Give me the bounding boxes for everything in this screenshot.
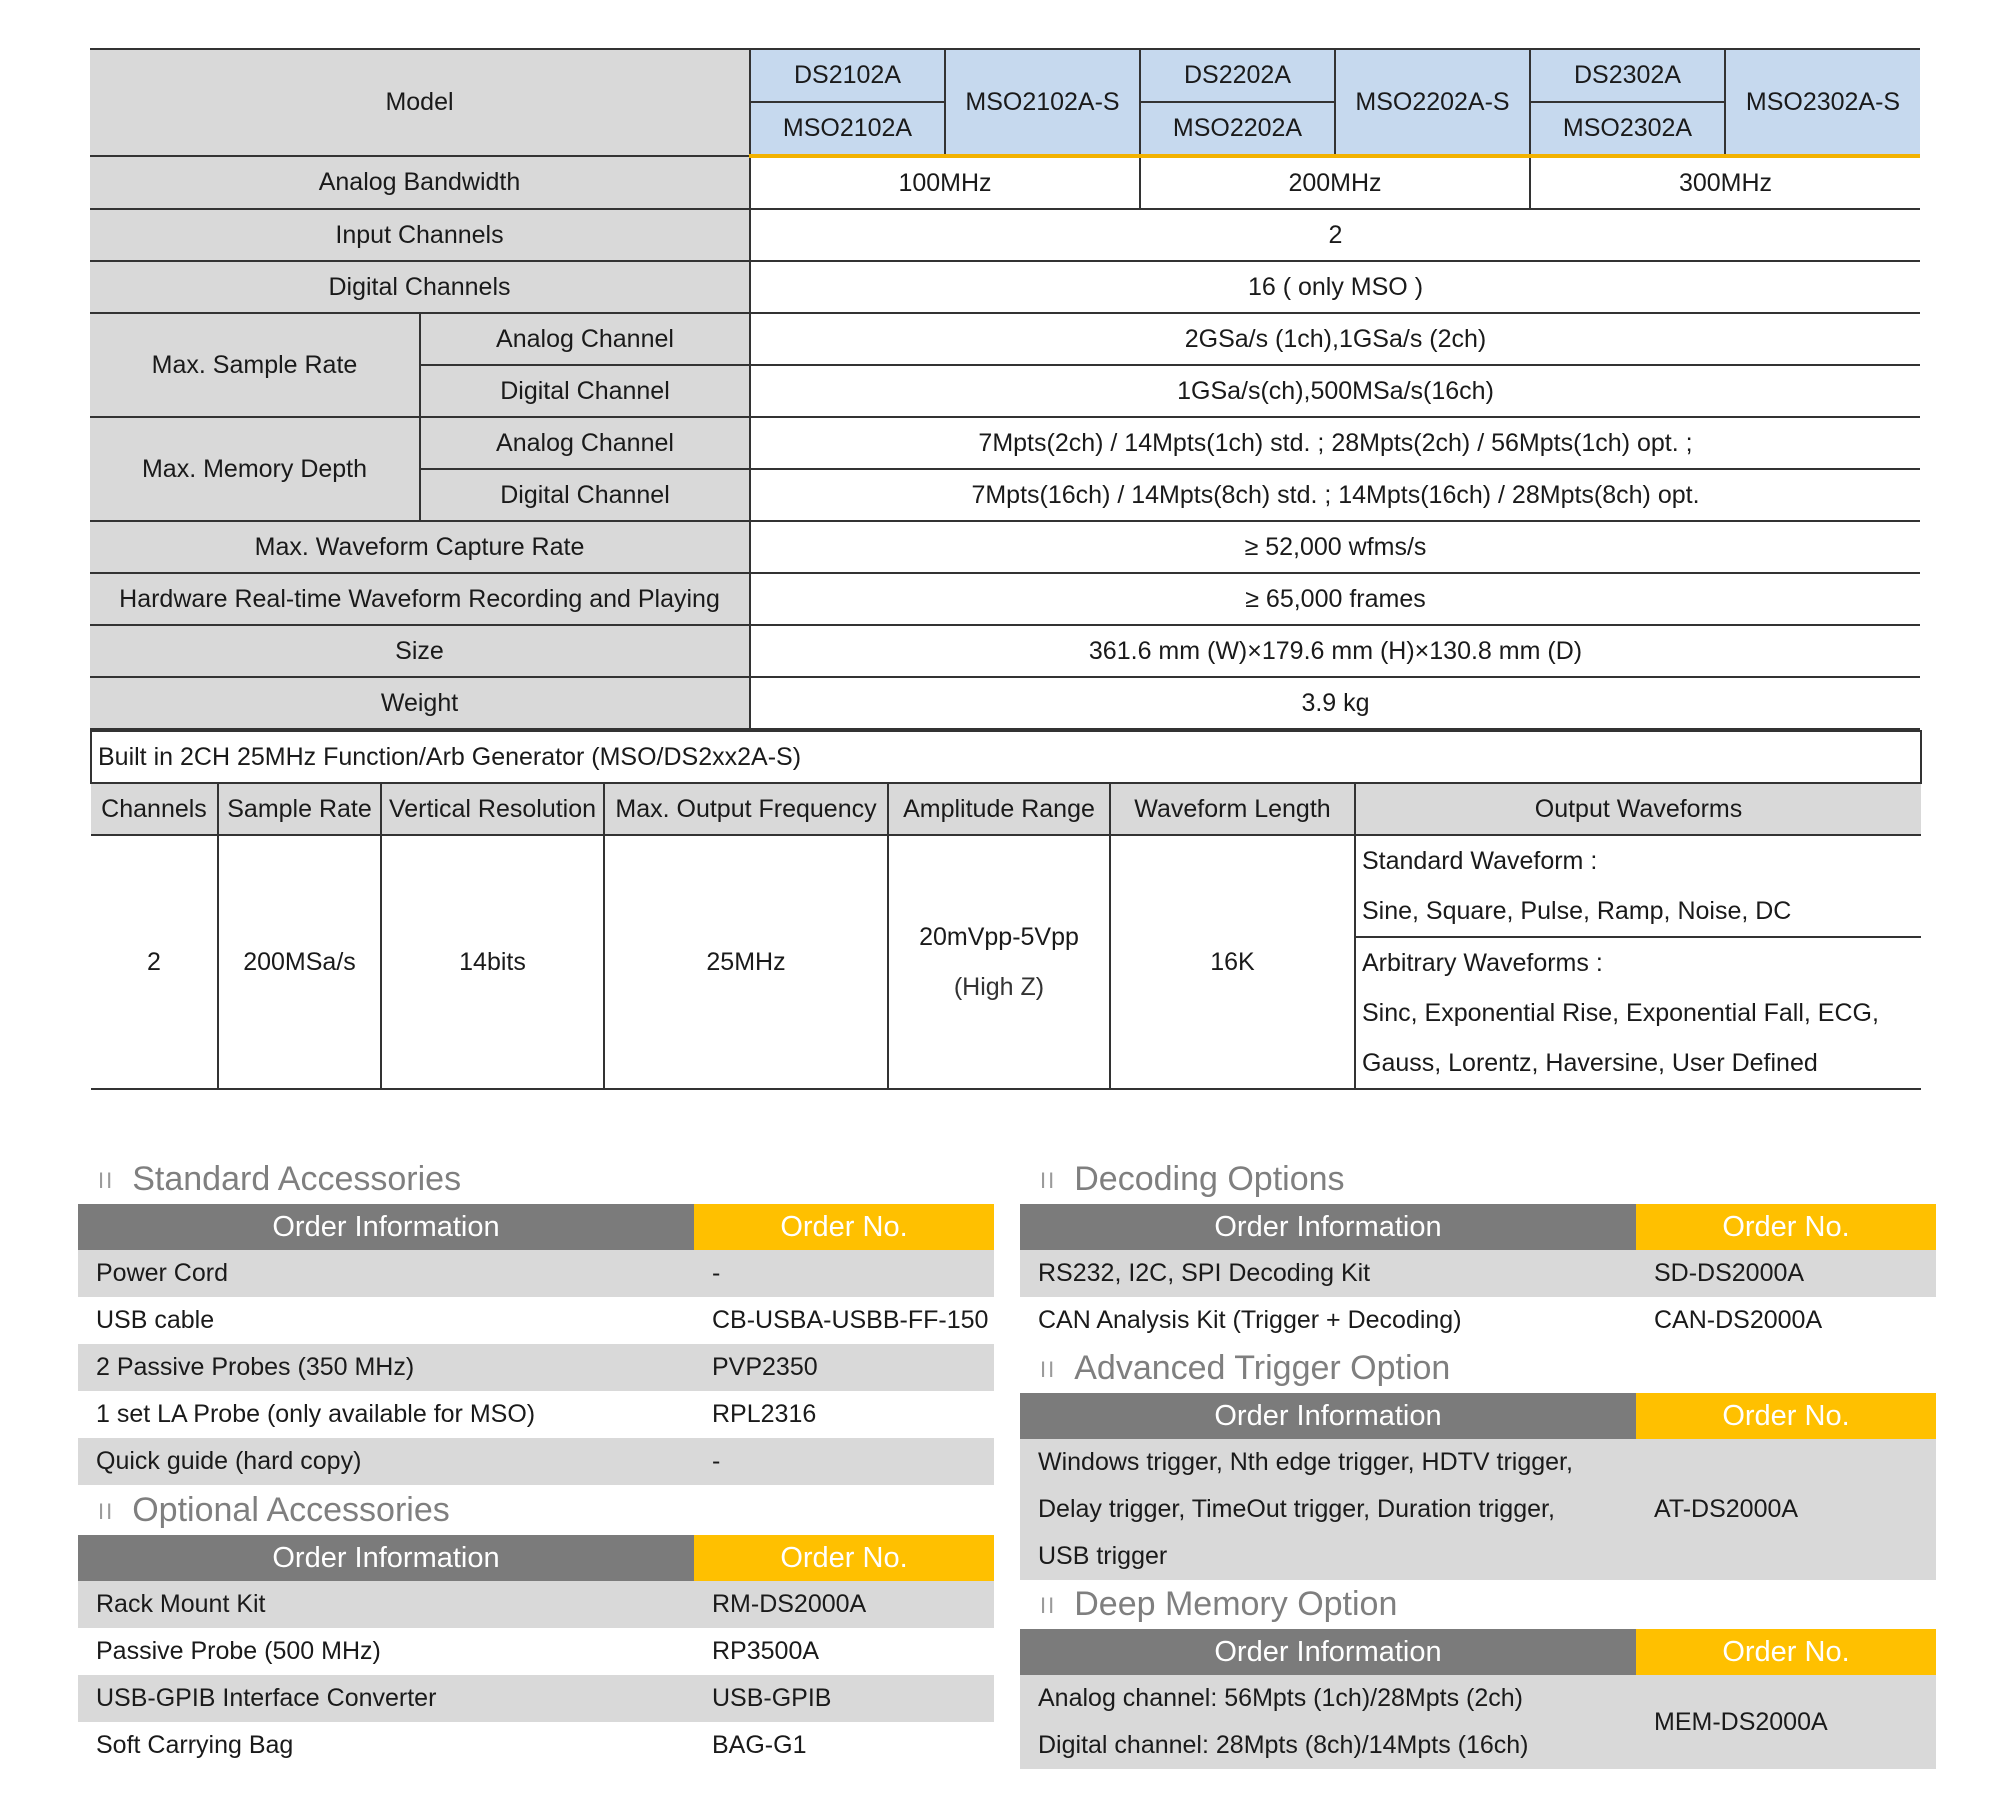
order-no-cell: RPL2316 — [694, 1391, 994, 1438]
order-no-header: Order No. — [694, 1535, 994, 1581]
model-ds2302a: DS2302A — [1530, 49, 1725, 102]
order-info-cell: CAN Analysis Kit (Trigger + Decoding) — [1020, 1297, 1636, 1344]
generator-title: Built in 2CH 25MHz Function/Arb Generator (MSO/DS2xx2A-S) — [91, 731, 1921, 783]
digital-channels-value: 16 ( only MSO ) — [750, 261, 1920, 313]
gen-channels-value: 2 — [91, 835, 218, 1089]
weight-value: 3.9 kg — [750, 677, 1920, 729]
advanced-trigger-line: Delay trigger, TimeOut trigger, Duration trigger, — [1038, 1495, 1555, 1523]
advanced-trigger-table — [1020, 1393, 1936, 1580]
digital-channels-label: Digital Channels — [90, 261, 750, 313]
deep-memory-order-no: MEM-DS2000A — [1636, 1675, 1936, 1769]
gen-vertical-resolution-value: 14bits — [381, 835, 604, 1089]
gen-header-amplitude-range: Amplitude Range — [888, 783, 1110, 835]
order-no-cell: CAN-DS2000A — [1636, 1297, 1936, 1344]
input-channels-label: Input Channels — [90, 209, 750, 261]
optional-accessories-table — [78, 1535, 994, 1769]
section-marker: II — [1040, 1357, 1057, 1383]
model-mso2202a: MSO2202A — [1140, 102, 1335, 156]
order-info-cell: USB cable — [78, 1297, 694, 1344]
optional-accessories-title — [98, 1491, 450, 1530]
gen-amplitude-range-line1: 20mVpp-5Vpp — [919, 923, 1079, 951]
gen-max-output-frequency-value: 25MHz — [604, 835, 888, 1089]
order-info-cell: RS232, I2C, SPI Decoding Kit — [1020, 1250, 1636, 1297]
order-info-header: Order Information — [1020, 1204, 1636, 1250]
decoding-options-title — [1040, 1160, 1345, 1199]
gen-arbitrary-waveform-list-1: Sinc, Exponential Rise, Exponential Fall, ECG, — [1355, 988, 1921, 1038]
capture-rate-value: ≥ 52,000 wfms/s — [750, 521, 1920, 573]
order-no-cell: PVP2350 — [694, 1344, 994, 1391]
section-marker: II — [98, 1499, 115, 1525]
generator-table — [90, 730, 1922, 1090]
section-marker: II — [1040, 1168, 1057, 1194]
advanced-trigger-order-no: AT-DS2000A — [1636, 1439, 1936, 1580]
order-no-cell: CB-USBA-USBB-FF-150 — [694, 1297, 994, 1344]
deep-memory-table — [1020, 1629, 1936, 1769]
size-label: Size — [90, 625, 750, 677]
bandwidth-100: 100MHz — [750, 156, 1140, 209]
order-no-header: Order No. — [1636, 1204, 1936, 1250]
bandwidth-200: 200MHz — [1140, 156, 1530, 209]
sample-rate-digital-value: 1GSa/s(ch),500MSa/s(16ch) — [750, 365, 1920, 417]
gen-header-output-waveforms: Output Waveforms — [1355, 783, 1921, 835]
gen-standard-waveform-list: Sine, Square, Pulse, Ramp, Noise, DC — [1355, 886, 1921, 937]
gen-header-waveform-length: Waveform Length — [1110, 783, 1355, 835]
order-no-cell: USB-GPIB — [694, 1675, 994, 1722]
recording-label: Hardware Real-time Waveform Recording and Playing — [90, 573, 750, 625]
advanced-trigger-title-text: Advanced Trigger Option — [1074, 1349, 1451, 1387]
gen-header-channels: Channels — [91, 783, 218, 835]
order-info-cell: Quick guide (hard copy) — [78, 1438, 694, 1485]
order-info-cell: USB-GPIB Interface Converter — [78, 1675, 694, 1722]
order-info-cell: Soft Carrying Bag — [78, 1722, 694, 1769]
model-mso2202a-s: MSO2202A-S — [1335, 49, 1530, 156]
gen-arbitrary-waveform-list-2: Gauss, Lorentz, Haversine, User Defined — [1355, 1038, 1921, 1089]
capture-rate-label: Max. Waveform Capture Rate — [90, 521, 750, 573]
sample-rate-analog-value: 2GSa/s (1ch),1GSa/s (2ch) — [750, 313, 1920, 365]
gen-header-sample-rate: Sample Rate — [218, 783, 381, 835]
max-sample-rate-label: Max. Sample Rate — [90, 313, 420, 417]
order-info-header: Order Information — [78, 1535, 694, 1581]
model-label: Model — [90, 49, 750, 156]
gen-arbitrary-waveform-label: Arbitrary Waveforms : — [1355, 937, 1921, 988]
order-no-cell: BAG-G1 — [694, 1722, 994, 1769]
gen-amplitude-range-value — [888, 835, 1110, 1089]
standard-accessories-table — [78, 1204, 994, 1485]
memory-digital-value: 7Mpts(16ch) / 14Mpts(8ch) std. ; 14Mpts(16ch) / 28Mpts(8ch) opt. — [750, 469, 1920, 521]
section-marker: II — [98, 1168, 115, 1194]
order-no-cell: SD-DS2000A — [1636, 1250, 1936, 1297]
order-no-header: Order No. — [1636, 1393, 1936, 1439]
order-info-cell: Passive Probe (500 MHz) — [78, 1628, 694, 1675]
advanced-trigger-line: Windows trigger, Nth edge trigger, HDTV trigger, — [1038, 1448, 1573, 1476]
order-no-header: Order No. — [694, 1204, 994, 1250]
bandwidth-300: 300MHz — [1530, 156, 1920, 209]
memory-analog-value: 7Mpts(2ch) / 14Mpts(1ch) std. ; 28Mpts(2ch) / 56Mpts(1ch) opt. ; — [750, 417, 1920, 469]
advanced-trigger-info — [1020, 1439, 1636, 1580]
section-marker: II — [1040, 1593, 1057, 1619]
order-no-cell: - — [694, 1438, 994, 1485]
order-info-cell: Rack Mount Kit — [78, 1581, 694, 1628]
input-channels-value: 2 — [750, 209, 1920, 261]
advanced-trigger-line: USB trigger — [1038, 1542, 1168, 1570]
gen-header-vertical-resolution: Vertical Resolution — [381, 783, 604, 835]
gen-waveform-length-value: 16K — [1110, 835, 1355, 1089]
memory-digital-label: Digital Channel — [420, 469, 750, 521]
recording-value: ≥ 65,000 frames — [750, 573, 1920, 625]
order-no-cell: RP3500A — [694, 1628, 994, 1675]
decoding-options-table — [1020, 1204, 1936, 1344]
model-ds2202a: DS2202A — [1140, 49, 1335, 102]
model-mso2302a-s: MSO2302A-S — [1725, 49, 1920, 156]
decoding-options-title-text: Decoding Options — [1074, 1160, 1345, 1198]
size-value: 361.6 mm (W)×179.6 mm (H)×130.8 mm (D) — [750, 625, 1920, 677]
deep-memory-title — [1040, 1585, 1397, 1624]
standard-accessories-title-text: Standard Accessories — [132, 1160, 462, 1198]
model-mso2102a-s: MSO2102A-S — [945, 49, 1140, 156]
gen-sample-rate-value: 200MSa/s — [218, 835, 381, 1089]
order-info-cell: 2 Passive Probes (350 MHz) — [78, 1344, 694, 1391]
order-no-cell: - — [694, 1250, 994, 1297]
order-no-header: Order No. — [1636, 1629, 1936, 1675]
standard-accessories-title — [98, 1160, 461, 1199]
model-mso2302a: MSO2302A — [1530, 102, 1725, 156]
analog-bandwidth-label: Analog Bandwidth — [90, 156, 750, 209]
advanced-trigger-title — [1040, 1349, 1450, 1388]
deep-memory-line: Digital channel: 28Mpts (8ch)/14Mpts (16ch) — [1038, 1731, 1529, 1759]
order-info-cell: 1 set LA Probe (only available for MSO) — [78, 1391, 694, 1438]
max-memory-depth-label: Max. Memory Depth — [90, 417, 420, 521]
sample-rate-digital-label: Digital Channel — [420, 365, 750, 417]
weight-label: Weight — [90, 677, 750, 729]
spec-table — [90, 48, 1920, 1090]
order-info-cell: Power Cord — [78, 1250, 694, 1297]
gen-standard-waveform-label: Standard Waveform : — [1355, 835, 1921, 886]
gen-amplitude-range-line2: (High Z) — [953, 973, 1045, 1001]
optional-accessories-title-text: Optional Accessories — [132, 1491, 450, 1529]
order-no-cell: RM-DS2000A — [694, 1581, 994, 1628]
deep-memory-title-text: Deep Memory Option — [1074, 1585, 1398, 1623]
model-ds2102a: DS2102A — [750, 49, 945, 102]
sample-rate-analog-label: Analog Channel — [420, 313, 750, 365]
order-info-header: Order Information — [1020, 1629, 1636, 1675]
deep-memory-info — [1020, 1675, 1636, 1769]
order-info-header: Order Information — [78, 1204, 694, 1250]
order-info-header: Order Information — [1020, 1393, 1636, 1439]
model-mso2102a: MSO2102A — [750, 102, 945, 156]
gen-header-max-output-frequency: Max. Output Frequency — [604, 783, 888, 835]
deep-memory-line: Analog channel: 56Mpts (1ch)/28Mpts (2ch) — [1038, 1684, 1523, 1712]
memory-analog-label: Analog Channel — [420, 417, 750, 469]
